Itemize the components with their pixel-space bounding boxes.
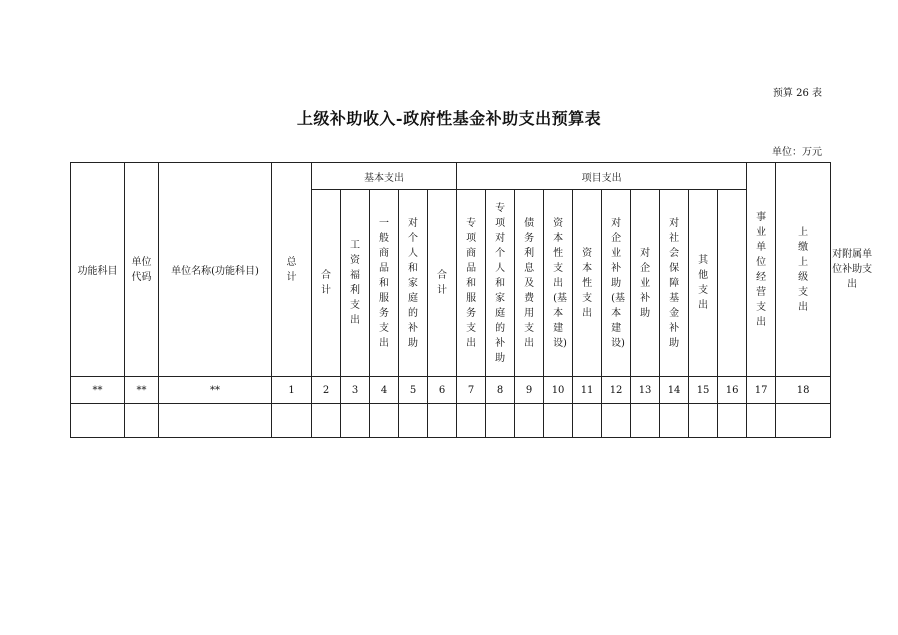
column-number-cell: 18 [776,377,831,404]
header-goods-services: 一般商品和服务支出 [370,190,399,377]
column-number-cell: 1 [272,377,312,404]
table-cell [602,404,631,438]
table-cell [341,404,370,438]
header-total: 总计 [272,163,312,377]
column-number-cell: 13 [631,377,660,404]
column-number-cell: ** [159,377,272,404]
header-basic-total: 合计 [312,190,341,377]
column-number-cell: 7 [457,377,486,404]
table-cell [312,404,341,438]
column-number-row [71,377,831,404]
header-upper-payment: 上缴上级支出 [776,163,831,377]
table-cell [718,404,747,438]
header-other: 其他支出 [689,190,718,377]
table-cell [272,404,312,438]
header-basic-group: 基本支出 [312,163,457,190]
table-cell [159,404,272,438]
column-number-cell: 12 [602,377,631,404]
header-capital-construction: 资本性支出(基本建设) [544,190,573,377]
header-project-group: 项目支出 [457,163,747,190]
column-number-cell: 2 [312,377,341,404]
header-unit-code: 单位代码 [125,163,159,377]
column-number-cell: 8 [486,377,515,404]
table-cell [370,404,399,438]
column-number-cell: 4 [370,377,399,404]
table-cell [399,404,428,438]
header-wage: 工资福利支出 [341,190,370,377]
table-cell [515,404,544,438]
column-number-cell: 10 [544,377,573,404]
unit-label: 单位：万元 [772,147,822,158]
column-number-cell: 5 [399,377,428,404]
page-title: 上级补助收入-政府性基金补助支出预算表 [296,109,602,128]
table-cell [776,404,831,438]
header-group-row: 功能科目 单位代码 单位名称(功能科目) 总计 基本支出 项目支出 事业单位经营支出 上缴上级支出 对附属单位补助支出 [71,163,831,190]
header-enterprise: 对企业补助 [631,190,660,377]
table-cell [573,404,602,438]
column-number-cell: 17 [747,377,776,404]
table-cell [747,404,776,438]
header-special-goods: 专项商品和服务支出 [457,190,486,377]
table-cell [689,404,718,438]
column-number-cell: 14 [660,377,689,404]
data-row [71,404,831,438]
column-number-cell: 16 [718,377,747,404]
header-unit-name: 单位名称(功能科目) [159,163,272,377]
column-number-cell: ** [125,377,159,404]
header-func-subject: 功能科目 [71,163,125,377]
header-personal-family: 对个人和家庭的补助 [399,190,428,377]
table-cell [660,404,689,438]
table-cell [457,404,486,438]
table-cell [428,404,457,438]
header-capital: 资本性支出 [573,190,602,377]
table-cell [71,404,125,438]
header-business-ops: 事业单位经营支出 [747,163,776,377]
table-cell [631,404,660,438]
header-enterprise-construction: 对企业补助(基本建设) [602,190,631,377]
table-cell [125,404,159,438]
header-special-personal: 专项对个人和家庭的补助 [486,190,515,377]
column-number-cell: ** [71,377,125,404]
column-number-cell: 11 [573,377,602,404]
budget-table [70,162,873,438]
table-cell [544,404,573,438]
header-social-security: 对社会保障基金补助 [660,190,689,377]
header-project-total: 合计 [428,190,457,377]
header-debt-interest: 债务利息及费用支出 [515,190,544,377]
form-number: 预算 26 表 [772,88,822,99]
column-number-cell: 3 [341,377,370,404]
column-number-cell: 6 [428,377,457,404]
table-cell [486,404,515,438]
column-number-cell: 15 [689,377,718,404]
column-number-cell: 9 [515,377,544,404]
